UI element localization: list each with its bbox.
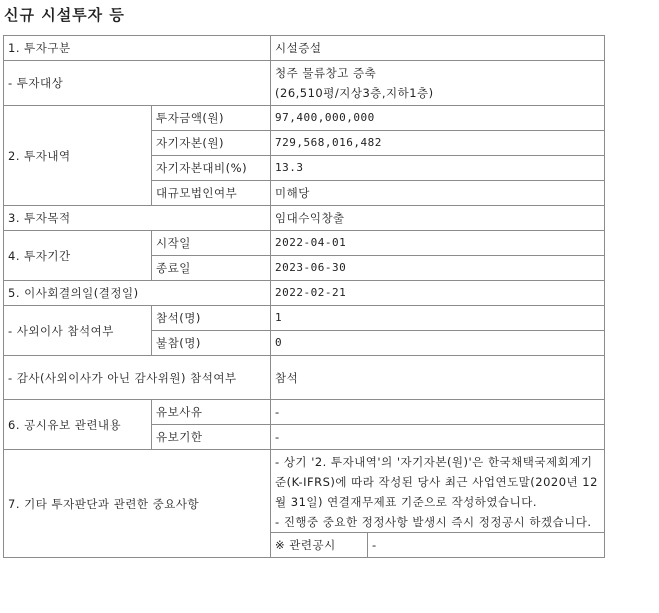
row-value: 2022-02-21 bbox=[271, 281, 605, 306]
sub-label: 유보사유 bbox=[152, 400, 271, 425]
row-label: 4. 투자기간 bbox=[4, 231, 152, 281]
sub-value: 729,568,016,482 bbox=[271, 131, 605, 156]
related-disclosure-value: - bbox=[372, 538, 377, 552]
value-line: (26,510평/지상3층,지하1층) bbox=[275, 86, 434, 100]
sub-value: 97,400,000,000 bbox=[271, 106, 605, 131]
row-value: 참석 bbox=[271, 356, 605, 400]
note-text: - 상기 '2. 투자내역'의 '자기자본(원)'은 한국채택국제회계기준(K-IFRS)에 따라 작성된 당사 최근 사업연도말(2020년 12월 31일) 연결재무제표 기준으로 작성하였습니다. bbox=[275, 455, 598, 509]
row-value bbox=[271, 61, 605, 106]
sub-value: 13.3 bbox=[271, 156, 605, 181]
sub-label: 대규모법인여부 bbox=[152, 181, 271, 206]
table-row bbox=[4, 36, 605, 61]
row-label: 7. 기타 투자판단과 관련한 중요사항 bbox=[4, 450, 271, 558]
row-label: - 사외이사 참석여부 bbox=[4, 306, 152, 356]
sub-label: 불참(명) bbox=[152, 331, 271, 356]
row-value bbox=[271, 450, 605, 558]
sub-value: - bbox=[271, 400, 605, 425]
sub-value: 2023-06-30 bbox=[271, 256, 605, 281]
sub-label: 시작일 bbox=[152, 231, 271, 256]
row-label: 2. 투자내역 bbox=[4, 106, 152, 206]
related-disclosure-label: ※ 관련공시 bbox=[271, 533, 368, 557]
page-title: 신규 시설투자 등 bbox=[4, 6, 125, 24]
table-row bbox=[4, 306, 605, 331]
row-value: 임대수익창출 bbox=[271, 206, 605, 231]
sub-value: 0 bbox=[271, 331, 605, 356]
sub-label: 종료일 bbox=[152, 256, 271, 281]
sub-label: 투자금액(원) bbox=[152, 106, 271, 131]
sub-label: 자기자본대비(%) bbox=[152, 156, 271, 181]
table-row bbox=[4, 400, 605, 425]
row-value: 시설증설 bbox=[271, 36, 605, 61]
row-label: 6. 공시유보 관련내용 bbox=[4, 400, 152, 450]
sub-label: 자기자본(원) bbox=[152, 131, 271, 156]
sub-label: 유보기한 bbox=[152, 425, 271, 450]
table-row bbox=[4, 281, 605, 306]
row-label: 5. 이사회결의일(결정일) bbox=[4, 281, 271, 306]
table-row bbox=[4, 356, 605, 400]
sub-value: 1 bbox=[271, 306, 605, 331]
related-disclosure bbox=[271, 532, 604, 557]
sub-value: 2022-04-01 bbox=[271, 231, 605, 256]
row-label: 1. 투자구분 bbox=[4, 36, 271, 61]
sub-value: 미해당 bbox=[271, 181, 605, 206]
investment-disclosure-table bbox=[3, 35, 605, 558]
table-row bbox=[4, 206, 605, 231]
row-label: 3. 투자목적 bbox=[4, 206, 271, 231]
note-text: - 진행중 중요한 정정사항 발생시 즉시 정정공시 하겠습니다. bbox=[275, 515, 592, 529]
row-label: - 투자대상 bbox=[4, 61, 271, 106]
table-row bbox=[4, 450, 605, 558]
table-row bbox=[4, 106, 605, 131]
sub-label: 참석(명) bbox=[152, 306, 271, 331]
table-row bbox=[4, 61, 605, 106]
row-label: - 감사(사외이사가 아닌 감사위원) 참석여부 bbox=[4, 356, 271, 400]
table-row bbox=[4, 231, 605, 256]
sub-value: - bbox=[271, 425, 605, 450]
value-line: 청주 물류창고 증축 bbox=[275, 66, 377, 80]
